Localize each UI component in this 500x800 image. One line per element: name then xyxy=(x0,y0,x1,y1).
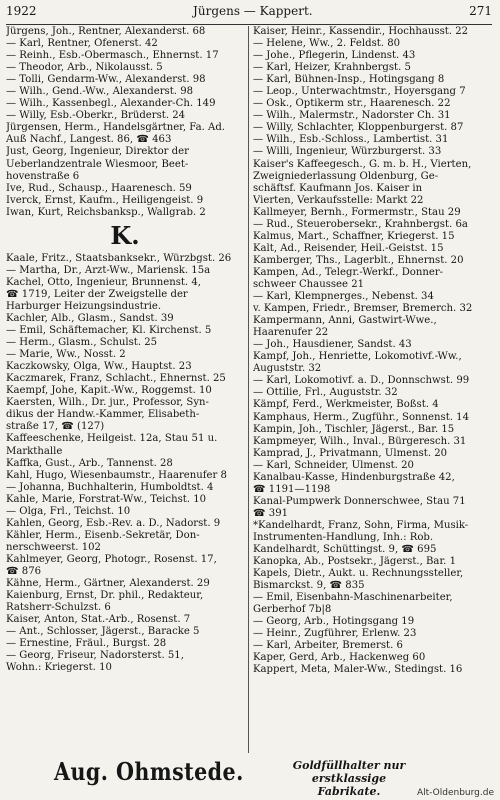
watermark: Alt-Oldenburg.de xyxy=(416,788,494,798)
directory-entry-line: ☎ 1191—1198 xyxy=(253,483,331,495)
directory-entry-line: — Karl, Heizer, Krahnbergst. 5 xyxy=(253,62,411,74)
directory-entry-line: ☎ 876 xyxy=(6,565,42,577)
directory-entry-line: ☎ 1719, Leiter der Zweigstelle der xyxy=(6,288,188,300)
directory-entry-line: — Georg, Friseur, Nadorsterst. 51, xyxy=(6,650,184,662)
directory-entry-line: — Herm., Glasm., Schulst. 25 xyxy=(6,337,158,349)
directory-entry-line: Kaersten, Wilh., Dr. jur., Professor, Syn- xyxy=(6,397,209,409)
directory-entry-line: — Johanna, Buchhalterin, Humboldtst. 4 xyxy=(6,481,214,493)
directory-entry-line: Kampmeyer, Wilh., Inval., Bürgeresch. 31 xyxy=(253,435,467,447)
directory-entry-line: Kalmus, Mart., Schaffner, Kriegerst. 15 xyxy=(253,230,455,242)
directory-entry-line: Kappert, Meta, Maler-Ww., Stedingst. 16 xyxy=(253,664,463,676)
directory-entry-line: Kaiser, Anton, Stat.-Arb., Rosenst. 7 xyxy=(6,614,191,626)
directory-entry-line: v. Kampen, Friedr., Bremser, Bremerch. 32 xyxy=(253,303,473,315)
directory-entry-line: dikus der Handw.-Kammer, Elisabeth- xyxy=(6,409,200,421)
directory-entry-line: Kampf, Joh., Henriette, Lokomotivf.-Ww., xyxy=(253,351,462,363)
directory-entry-line: Kalt, Ad., Reisender, Heil.-Geistst. 15 xyxy=(253,242,444,254)
header-rule xyxy=(6,24,492,25)
directory-entry-line: Jürgensen, Herm., Handelsgärtner, Fa. Ad. xyxy=(6,122,226,134)
directory-entry-line: nerschweerst. 102 xyxy=(6,541,101,553)
directory-entry-line: Kaienburg, Ernst, Dr. phil., Redakteur, xyxy=(6,590,204,602)
directory-entry-line: Kaczmarek, Franz, Schlacht., Ehnernst. 25 xyxy=(6,373,226,385)
directory-entry-line: Kachel, Otto, Ingenieur, Brunnenst. 4, xyxy=(6,276,201,288)
directory-entry-line: Kähne, Herm., Gärtner, Alexanderst. 29 xyxy=(6,578,210,590)
directory-entry-line: — Karl, Rentner, Ofenerst. 42 xyxy=(6,38,158,50)
directory-entry-line: Ueberlandzentrale Wiesmoor, Beet- xyxy=(6,158,189,170)
directory-entry-line: Kähler, Herm., Eisenb.-Sekretär, Don- xyxy=(6,529,200,541)
directory-entry-line: — Wilh., Kassenbegl., Alexander-Ch. 149 xyxy=(6,98,216,110)
directory-entry-line: Kampermann, Anni, Gastwirt-Wwe., xyxy=(253,315,437,327)
directory-entry-line: — Willi, Ingenieur, Würzburgerst. 33 xyxy=(253,146,442,158)
directory-entry-line: — Reinh., Esb.-Obermasch., Ehnernst. 17 xyxy=(6,50,219,62)
directory-entry-line: — Karl, Lokomotivf. a. D., Donnschwst. 99 xyxy=(253,375,470,387)
directory-entry-line: Auguststr. 32 xyxy=(253,363,322,375)
page-year: 1922 xyxy=(6,4,37,18)
page-header xyxy=(6,4,492,22)
directory-entry-line: — Leop., Unterwachtmstr., Hoyersgang 7 xyxy=(253,86,466,98)
directory-entry-line: — Ottilie, Frl., Auguststr. 32 xyxy=(253,387,398,399)
directory-entry-line: Vierten, Verkaufsstelle: Markt 22 xyxy=(253,194,424,206)
directory-entry-line: Kaffka, Gust., Arb., Tannenst. 28 xyxy=(6,457,173,469)
directory-entry-line: Kahle, Marie, Forstrat-Ww., Teichst. 10 xyxy=(6,493,207,505)
directory-entry-line: ☎ 391 xyxy=(253,507,289,519)
directory-entry-line: — Helene, Ww., 2. Feldst. 80 xyxy=(253,38,401,50)
directory-entry-line: Kaffeeschenke, Heilgeist. 12a, Stau 51 u. xyxy=(6,433,218,445)
directory-entry-line: *Kandelhardt, Franz, Sohn, Firma, Musik- xyxy=(253,519,469,531)
directory-entry-line: Kanopka, Ab., Postsekr., Jägerst., Bar. 1 xyxy=(253,556,457,568)
directory-entry-line: Kaper, Gerd, Arb., Hackenweg 60 xyxy=(253,652,426,664)
directory-entry-line: — Wilh., Gend.-Ww., Alexanderst. 98 xyxy=(6,86,194,98)
page-number: 271 xyxy=(469,4,492,18)
directory-entry-line: Bismarckst. 9, ☎ 835 xyxy=(253,580,365,592)
directory-entry-line: Kamprad, J., Privatmann, Ulmenst. 20 xyxy=(253,447,448,459)
ad-slogan-line-1: Goldfüllhalter nur erstklassige xyxy=(292,759,406,785)
left-column xyxy=(6,26,244,753)
directory-entry-line: Iverck, Ernst, Kaufm., Heiligengeist. 9 xyxy=(6,194,204,206)
directory-entry-line: — Joh., Hausdiener, Sandst. 43 xyxy=(253,339,412,351)
directory-entry-line: — Wilh., Esb.-Schloss., Lambertist. 31 xyxy=(253,134,449,146)
directory-entry-line: — Karl, Schneider, Ulmenst. 20 xyxy=(253,459,414,471)
directory-entry-line: Markthalle xyxy=(6,445,63,457)
directory-entry-line: Ratsherr-Schulzst. 6 xyxy=(6,602,111,614)
directory-entry-line: Gerberhof 7b|8 xyxy=(253,604,332,616)
directory-entry-line: — Karl, Bühnen-Insp., Hotingsgang 8 xyxy=(253,74,445,86)
directory-entry-line: — Emil, Schäftemacher, Kl. Kirchenst. 5 xyxy=(6,325,212,337)
directory-entry-line: Kämpf, Ferd., Werkmeister, Boßst. 4 xyxy=(253,399,439,411)
section-letter-heading: K. xyxy=(110,220,140,250)
column-divider xyxy=(248,26,249,753)
directory-entry-line: Ive, Rud., Schausp., Haarenesch. 59 xyxy=(6,182,192,194)
directory-entry-line: — Olga, Frl., Teichst. 10 xyxy=(6,505,131,517)
directory-entry-line: Kamberger, Ths., Lagerblt., Ehnernst. 20 xyxy=(253,254,464,266)
directory-entry-line: — Karl, Arbeiter, Bremerst. 6 xyxy=(253,640,403,652)
directory-entry-line: Kamphaus, Herm., Zugführ., Sonnenst. 14 xyxy=(253,411,470,423)
directory-entry-line: Haarenufer 22 xyxy=(253,327,329,339)
directory-entry-line: — Johe., Pflegerin, Lindenst. 43 xyxy=(253,50,416,62)
directory-entry-line: — Karl, Klempnerges., Nebenst. 34 xyxy=(253,291,434,303)
directory-entry-line: — Theodor, Arb., Nikolausst. 5 xyxy=(6,62,163,74)
directory-entry-line: — Osk., Optikerm str., Haarenesch. 22 xyxy=(253,98,451,110)
directory-entry-line: Jürgens, Joh., Rentner, Alexanderst. 68 xyxy=(6,26,206,37)
directory-entry-line: — Martha, Dr., Arzt-Ww., Mariensk. 15a xyxy=(6,264,211,276)
directory-entry-line: — Willy, Schlachter, Kloppenburgerst. 87 xyxy=(253,122,464,134)
directory-entry-line: — Georg, Arb., Hotingsgang 19 xyxy=(253,616,415,628)
ad-slogan-line-2: Fabrikate. xyxy=(317,785,381,798)
directory-entry-line: Kahlen, Georg, Esb.-Rev. a. D., Nadorst. 9 xyxy=(6,517,221,529)
directory-entry-line: — Ernestine, Fräul., Burgst. 28 xyxy=(6,638,167,650)
directory-entry-line: — Ant., Schlosser, Jägerst., Baracke 5 xyxy=(6,626,200,638)
directory-entry-line: hovenstraße 6 xyxy=(6,170,80,182)
directory-entry-line: Auß Nachf., Langest. 86, ☎ 463 xyxy=(6,134,172,146)
directory-entry-line: Kaempf, Johe, Kapit.-Ww., Roggemst. 10 xyxy=(6,385,212,397)
running-title: Jürgens — Kappert. xyxy=(193,4,313,18)
directory-entry-line: Kandelhardt, Schüttingst. 9, ☎ 695 xyxy=(253,544,437,556)
directory-entry-line: Instrumenten-Handlung, Inh.: Rob. xyxy=(253,531,434,543)
directory-entry-line: Kallmeyer, Bernh., Formermstr., Stau 29 xyxy=(253,206,461,218)
directory-entry-line: Kahlmeyer, Georg, Photogr., Rosenst. 17, xyxy=(6,553,217,565)
directory-entry-line: Kapels, Dietr., Aukt. u. Rechnungssteller, xyxy=(253,568,464,580)
directory-entry-line: Zweigniederlassung Oldenburg, Ge- xyxy=(253,170,439,182)
directory-entry-line: — Marie, Ww., Nosst. 2 xyxy=(6,349,126,361)
directory-entry-line: Kampin, Joh., Tischler, Jägerst., Bar. 15 xyxy=(253,423,455,435)
directory-entry-line: straße 17, ☎ (127) xyxy=(6,421,105,433)
directory-entry-line: Kaale, Fritz., Staatsbanksekr., Würzbgst. 26 xyxy=(6,252,232,264)
directory-entry-line: — Heinr., Zugführer, Erlenw. 23 xyxy=(253,628,417,640)
directory-entry-line: — Tolli, Gendarm-Ww., Alexanderst. 98 xyxy=(6,74,206,86)
directory-entry-line: — Rud., Steuerobersekr., Krahnbergst. 6a xyxy=(253,218,468,230)
directory-entry-line: — Willy, Esb.-Oberkr., Brüderst. 24 xyxy=(6,110,186,122)
right-column xyxy=(253,26,493,753)
directory-entry-line: Kaiser's Kaffeegesch., G. m. b. H., Vierten, xyxy=(253,158,472,170)
directory-entry-line: Iwan, Kurt, Reichsbanksp., Wallgrab. 2 xyxy=(6,206,206,218)
directory-entry-line: Kampen, Ad., Telegr.-Werkf., Donner- xyxy=(253,266,444,278)
directory-entry-line: Wohn.: Kriegerst. 10 xyxy=(6,662,112,674)
ad-slogan xyxy=(254,759,444,798)
directory-entry-line: Kaiser, Heinr., Kassendir., Hochhausst. 22 xyxy=(253,26,469,37)
directory-entry-line: schweer Chaussee 21 xyxy=(253,278,365,290)
directory-entry-line: Kanalbau-Kasse, Hindenburgstraße 42, xyxy=(253,471,455,483)
directory-entry-line: Just, Georg, Ingenieur, Direktor der xyxy=(6,146,189,158)
directory-entry-line: Kaczkowsky, Olga, Ww., Hauptst. 23 xyxy=(6,361,192,373)
directory-entry-line: Kahl, Hugo, Wiesenbaumstr., Haarenufer 8 xyxy=(6,469,227,481)
directory-entry-line: Harburger Heizungsindustrie. xyxy=(6,300,162,312)
directory-entry-line: — Emil, Eisenbahn-Maschinenarbeiter, xyxy=(253,592,453,604)
directory-entry-line: Kanal-Pumpwerk Donnerschwee, Stau 71 xyxy=(253,495,466,507)
directory-entry-line: schäftsf. Kaufmann Jos. Kaiser in xyxy=(253,182,423,194)
ad-company-name: Aug. Ohmstede. xyxy=(54,757,244,786)
directory-entry-line: Kachler, Alb., Glasm., Sandst. 39 xyxy=(6,312,174,324)
directory-entry-line: — Wilh., Malermstr., Nadorster Ch. 31 xyxy=(253,110,451,122)
